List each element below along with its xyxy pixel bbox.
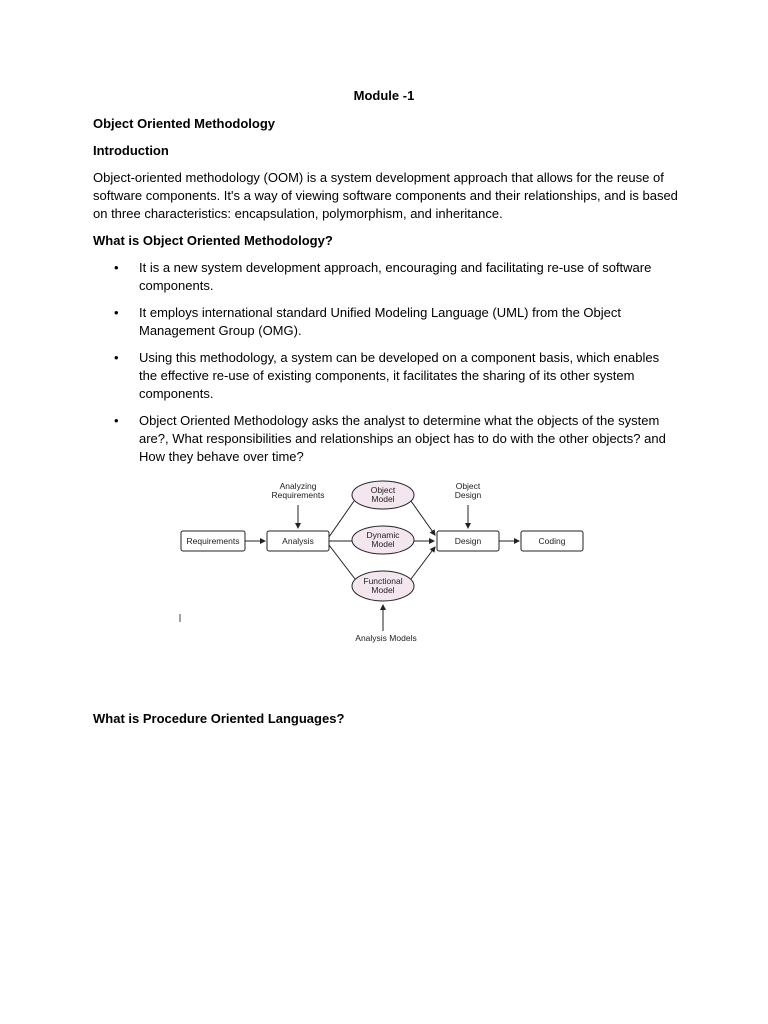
list-item	[93, 304, 678, 340]
object-design-label-2: Design	[454, 490, 482, 500]
bullet-icon: •	[114, 413, 119, 428]
bullet-icon: •	[114, 305, 119, 320]
line-analysis-to-object-model	[329, 501, 354, 537]
coding-label: Coding	[538, 536, 566, 546]
functional-model-label-1: Functional	[363, 576, 403, 586]
bullet-icon: •	[114, 350, 119, 365]
section-title: Object Oriented Methodology	[93, 116, 276, 131]
analysis-label: Analysis	[282, 536, 314, 546]
intro-heading: Introduction	[93, 143, 169, 158]
what-is-oom-heading: What is Object Oriented Methodology?	[93, 233, 333, 248]
list-item-text: Using this methodology, a system can be developed on a component basis, which enables the effective re-use of existing components, it facilitates the sharing of its other system components.	[139, 350, 660, 401]
bullet-list	[93, 259, 678, 475]
requirements-label: Requirements	[186, 536, 240, 546]
object-model-label-1: Object	[370, 485, 396, 495]
analysis-models-label: Analysis Models	[355, 633, 417, 643]
functional-model-label-2: Model	[371, 585, 395, 595]
design-label: Design	[454, 536, 482, 546]
list-item	[93, 412, 678, 466]
object-design-label-1: Object	[455, 481, 481, 491]
dynamic-model-label-1: Dynamic	[366, 530, 400, 540]
list-item-text: Object Oriented Methodology asks the analyst to determine what the objects of the system are?, What responsibilities and relationships an object has to do with the other objects? and How they behave over time?	[139, 413, 666, 464]
intro-paragraph: Object-oriented methodology (OOM) is a system development approach that allows for the reuse of software components. It's a way of viewing software components and their relationships, and is based on three characteristics: encapsulation, polymorphism, and inheritance.	[93, 170, 678, 221]
dynamic-model-label-2: Model	[371, 539, 395, 549]
line-analysis-to-functional-model	[329, 545, 355, 579]
module-title: Module -1	[353, 88, 415, 103]
list-item-text: It employs international standard Unified Modeling Language (UML) from the Object Management Group (OMG).	[139, 305, 621, 338]
list-item	[93, 349, 678, 403]
list-item	[93, 259, 678, 295]
bullet-icon: •	[114, 260, 119, 275]
analyzing-requirements-label-2: Requirements	[271, 490, 325, 500]
procedure-heading: What is Procedure Oriented Languages?	[93, 711, 345, 726]
list-item-text: It is a new system development approach, encouraging and facilitating re-use of software components.	[139, 260, 652, 293]
analyzing-requirements-label-1: Analyzing	[279, 481, 317, 491]
object-model-label-2: Model	[371, 494, 395, 504]
arrow-object-model-to-design	[411, 501, 435, 535]
arrow-functional-model-to-design	[411, 547, 435, 579]
oom-process-diagram	[179, 475, 584, 645]
